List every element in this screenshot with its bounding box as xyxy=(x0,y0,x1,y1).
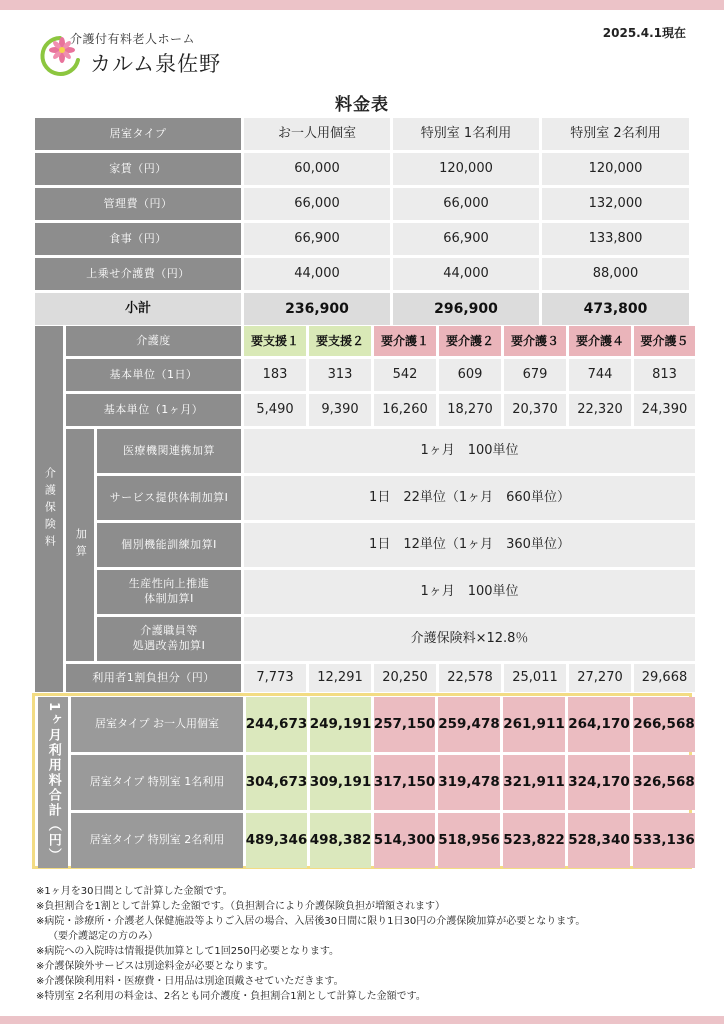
total-cell: 264,170 xyxy=(568,697,630,752)
fee-row-label: 上乗せ介護費（円） xyxy=(35,258,241,290)
footnote: ※負担割合を1割として計算した金額です。（負担割合により介護保険負担が増額されます） xyxy=(36,901,445,912)
total-cell: 257,150 xyxy=(374,697,435,752)
footnotes xyxy=(36,884,585,1004)
care-level-support-2: 要支援２ xyxy=(309,326,371,356)
additions-label: 加算 xyxy=(66,429,94,661)
total-cell: 244,673 xyxy=(246,697,307,752)
footnote: ※特別室 2名利用の料金は、2名とも同介護度・負担割合1割として計算した金額です。 xyxy=(36,991,426,1002)
footnote: ※病院・診療所・介護老人保健施設等よりご入居の場合、入居後30日間に限り1日30円の介護保険加算が必要となります。 xyxy=(36,916,586,927)
care-level-care-5: 要介護５ xyxy=(634,326,695,356)
care-level-care-4: 要介護４ xyxy=(569,326,631,356)
insurance-section-label: 介護保険料 xyxy=(35,326,63,692)
daily-units-cell: 744 xyxy=(569,359,631,391)
addition-label: 医療機関連携加算 xyxy=(97,429,241,473)
totals-section-label: 1ヶ月利用料合計（円） xyxy=(38,697,68,868)
copay-label: 利用者1割負担分（円） xyxy=(66,664,241,692)
fee-cell: 132,000 xyxy=(542,188,689,220)
total-cell: 321,911 xyxy=(503,755,565,810)
fee-cell: 120,000 xyxy=(542,153,689,185)
fee-cell: 44,000 xyxy=(393,258,539,290)
addition-label: 介護職員等 処遇改善加算Ⅰ xyxy=(97,617,241,661)
monthly-units-cell: 5,490 xyxy=(244,394,306,426)
subtotal-cell: 473,800 xyxy=(542,293,689,325)
total-cell: 518,956 xyxy=(438,813,500,868)
fee-header-col: 特別室 2名利用 xyxy=(542,118,689,150)
addition-label: サービス提供体制加算Ⅰ xyxy=(97,476,241,520)
fee-cell: 120,000 xyxy=(393,153,539,185)
fee-cell: 88,000 xyxy=(542,258,689,290)
fee-header-label: 居室タイプ xyxy=(35,118,241,150)
care-level-care-3: 要介護３ xyxy=(504,326,566,356)
total-cell: 528,340 xyxy=(568,813,630,868)
logo-name: カルム泉佐野 xyxy=(90,52,222,76)
daily-units-cell: 609 xyxy=(439,359,501,391)
copay-cell: 20,250 xyxy=(374,664,436,692)
addition-value: 1ヶ月 100単位 xyxy=(244,570,695,614)
top-band xyxy=(0,0,724,10)
total-cell: 249,191 xyxy=(310,697,371,752)
addition-value: 1日 22単位（1ヶ月 660単位） xyxy=(244,476,695,520)
fee-header-col: お一人用個室 xyxy=(244,118,390,150)
care-level-care-1: 要介護１ xyxy=(374,326,436,356)
total-cell: 498,382 xyxy=(310,813,371,868)
footnote: ※介護保険利用料・医療費・日用品は別途頂戴させていただきます。 xyxy=(36,976,344,987)
footnote: ※介護保険外サービスは別途料金が必要となります。 xyxy=(36,961,274,972)
total-cell: 523,822 xyxy=(503,813,565,868)
subtotal-cell: 236,900 xyxy=(244,293,390,325)
fee-cell: 66,000 xyxy=(244,188,390,220)
fee-header-col: 特別室 1名利用 xyxy=(393,118,539,150)
issue-date: 2025.4.1現在 xyxy=(602,26,686,40)
daily-units-cell: 183 xyxy=(244,359,306,391)
total-cell: 326,568 xyxy=(633,755,695,810)
fee-row-label: 食事（円） xyxy=(35,223,241,255)
subtotal-label: 小計 xyxy=(35,293,241,325)
total-row-label: 居室タイプ 特別室 2名利用 xyxy=(71,813,243,868)
total-cell: 266,568 xyxy=(633,697,695,752)
subtotal-cell: 296,900 xyxy=(393,293,539,325)
totals-table xyxy=(38,697,695,868)
fee-cell: 66,900 xyxy=(393,223,539,255)
footnote: （要介護認定の方のみ） xyxy=(48,931,158,942)
total-cell: 304,673 xyxy=(246,755,307,810)
monthly-units-cell: 20,370 xyxy=(504,394,566,426)
total-cell: 324,170 xyxy=(568,755,630,810)
addition-value: 1日 12単位（1ヶ月 360単位） xyxy=(244,523,695,567)
total-cell: 261,911 xyxy=(503,697,565,752)
insurance-table xyxy=(35,326,689,692)
monthly-units-cell: 22,320 xyxy=(569,394,631,426)
addition-label: 個別機能訓練加算Ⅰ xyxy=(97,523,241,567)
fee-table xyxy=(35,118,689,325)
fee-row-label: 管理費（円） xyxy=(35,188,241,220)
copay-cell: 25,011 xyxy=(504,664,566,692)
addition-value: 1ヶ月 100単位 xyxy=(244,429,695,473)
care-level-support-1: 要支援１ xyxy=(244,326,306,356)
addition-value: 介護保険料×12.8％ xyxy=(244,617,695,661)
daily-units-cell: 313 xyxy=(309,359,371,391)
monthly-units-cell: 18,270 xyxy=(439,394,501,426)
total-cell: 319,478 xyxy=(438,755,500,810)
monthly-units-cell: 24,390 xyxy=(634,394,695,426)
copay-cell: 27,270 xyxy=(569,664,631,692)
fee-cell: 60,000 xyxy=(244,153,390,185)
care-level-label: 介護度 xyxy=(66,326,241,356)
monthly-units-cell: 9,390 xyxy=(309,394,371,426)
copay-cell: 22,578 xyxy=(439,664,501,692)
total-cell: 489,346 xyxy=(246,813,307,868)
logo-subtitle: 介護付有料老人ホーム xyxy=(70,32,196,46)
total-cell: 317,150 xyxy=(374,755,435,810)
copay-cell: 12,291 xyxy=(309,664,371,692)
total-row-label: 居室タイプ お一人用個室 xyxy=(71,697,243,752)
daily-units-cell: 813 xyxy=(634,359,695,391)
monthly-units-cell: 16,260 xyxy=(374,394,436,426)
total-cell: 514,300 xyxy=(374,813,435,868)
daily-units-cell: 542 xyxy=(374,359,436,391)
fee-cell: 66,900 xyxy=(244,223,390,255)
copay-cell: 7,773 xyxy=(244,664,306,692)
monthly-units-label: 基本単位（1ヶ月） xyxy=(66,394,241,426)
fee-cell: 66,000 xyxy=(393,188,539,220)
logo xyxy=(38,28,248,80)
addition-label: 生産性向上推進 体制加算Ⅰ xyxy=(97,570,241,614)
fee-cell: 133,800 xyxy=(542,223,689,255)
total-cell: 259,478 xyxy=(438,697,500,752)
daily-units-label: 基本単位（1日） xyxy=(66,359,241,391)
fee-cell: 44,000 xyxy=(244,258,390,290)
bottom-band xyxy=(0,1016,724,1024)
fee-row-label: 家賃（円） xyxy=(35,153,241,185)
total-cell: 533,136 xyxy=(633,813,695,868)
copay-cell: 29,668 xyxy=(634,664,695,692)
total-row-label: 居室タイプ 特別室 1名利用 xyxy=(71,755,243,810)
page-title: 料金表 xyxy=(335,95,389,115)
daily-units-cell: 679 xyxy=(504,359,566,391)
care-level-care-2: 要介護２ xyxy=(439,326,501,356)
total-cell: 309,191 xyxy=(310,755,371,810)
footnote: ※病院への入院時は情報提供加算として1回250円必要となります。 xyxy=(36,946,340,957)
footnote: ※1ヶ月を30日間として計算した金額です。 xyxy=(36,886,233,897)
